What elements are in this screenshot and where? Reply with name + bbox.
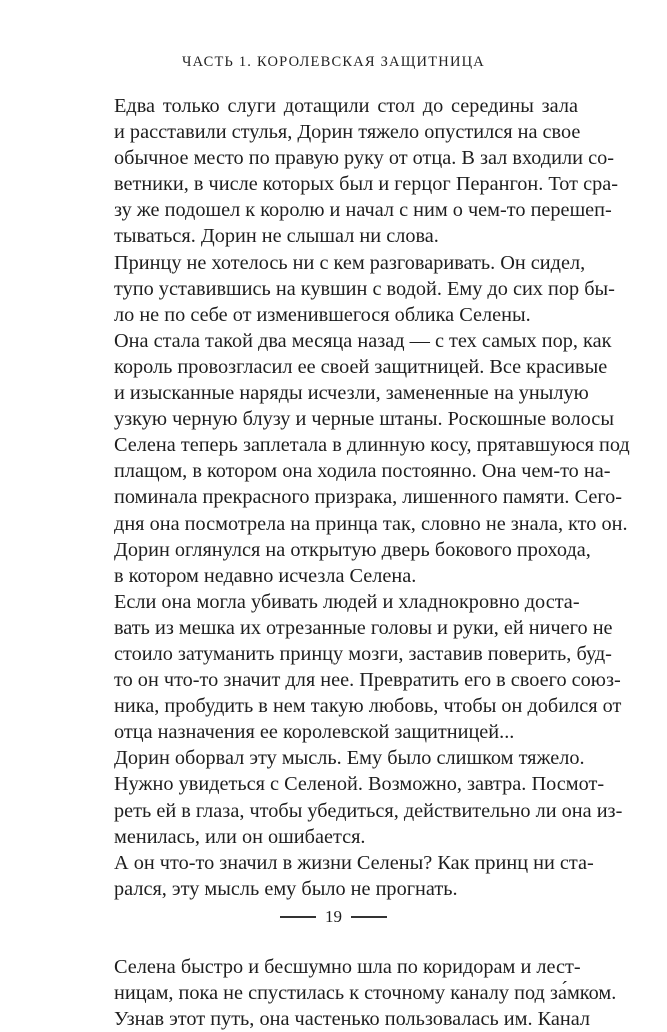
- folio-dash-right: [351, 916, 387, 918]
- text-line: ника, пробудить в нем такую любовь, чтобы он добился от: [114, 695, 622, 718]
- text-line: поминала прекрасного призрака, лишенного памяти. Сего-: [114, 486, 623, 509]
- text-line: Селена быстро и бесшумно шла по коридорам и лест-: [114, 955, 581, 978]
- text-line: и расставили стулья, Дорин тяжело опустился на свое: [114, 121, 581, 144]
- body-text: [90, 93, 630, 1032]
- text-line: то он что-то значит для нее. Превратить его в своего союз-: [114, 669, 621, 692]
- paragraph: [90, 328, 630, 537]
- text-line: вать из мешка их отрезанные головы и руки, ей ничего не: [114, 616, 613, 639]
- text-line: узкую черную блузу и черные штаны. Роскошные волосы: [114, 408, 614, 431]
- text-line: рался, эту мысль ему было не прогнать.: [114, 877, 458, 900]
- text-line: Если она могла убивать людей и хладнокровно доста-: [114, 590, 580, 613]
- running-head: ЧАСТЬ 1. КОРОЛЕВСКАЯ ЗАЩИТНИЦА: [182, 54, 485, 70]
- text-line: Узнав этот путь, она частенько пользовалась им. Канал: [114, 1008, 591, 1031]
- text-line: А он что-то значил в жизни Селены? Как принц ни ста-: [114, 851, 594, 874]
- text-line: Селена теперь заплетала в длинную косу, прятавшуюся под: [114, 434, 630, 457]
- text-line: Нужно увидеться с Селеной. Возможно, завтра. Посмот-: [114, 773, 605, 796]
- paragraph: [90, 250, 615, 328]
- text-line: ницам, пока не спустилась к сточному каналу под за́мком.: [114, 982, 617, 1004]
- text-line: Она стала такой два месяца назад — с тех самых пор, как: [114, 329, 612, 352]
- text-line: стоило затуманить принцу мозги, заставив поверить, буд-: [114, 642, 612, 665]
- text-line: Принцу не хотелось ни с кем разговаривать. Он сидел,: [114, 251, 586, 274]
- paragraph: [90, 954, 617, 1032]
- text-line: реть ей в глаза, чтобы убедиться, действительно ли она из-: [114, 799, 623, 822]
- paragraph: [90, 93, 618, 250]
- text-line: Дорин оглянулся на открытую дверь бокового прохода,: [114, 538, 591, 561]
- paragraph: [90, 850, 594, 902]
- text-line: Дорин оборвал эту мысль. Ему было слишком тяжело.: [114, 747, 585, 770]
- paragraph: [90, 589, 622, 746]
- page-number: 19: [325, 907, 342, 926]
- paragraph: [90, 745, 623, 849]
- text-line: плащом, в котором она ходила постоянно. Она чем-то на-: [114, 460, 611, 483]
- text-line: король провозгласил ее своей защитницей. Все красивые: [114, 355, 608, 378]
- text-line: ветники, в числе которых был и герцог Перангон. Тот сра-: [114, 173, 618, 196]
- text-line: тываться. Дорин не слышал ни слова.: [114, 225, 439, 248]
- text-line: менилась, или он ошибается.: [114, 825, 366, 848]
- paragraph: [90, 537, 591, 589]
- text-line: тупо уставившись на кувшин с водой. Ему до сих пор бы-: [114, 277, 615, 300]
- page-number-footer: [0, 907, 667, 927]
- folio-dash-left: [280, 916, 316, 918]
- text-line: дня она посмотрела на принца так, словно не знала, кто он.: [114, 512, 628, 535]
- text-line: и изысканные наряды исчезли, замененные на унылую: [114, 382, 589, 405]
- text-line: в котором недавно исчезла Селена.: [114, 564, 417, 587]
- text-line: отца назначения ее королевской защитницей...: [114, 721, 515, 744]
- text-line: обычное место по правую руку от отца. В зал входили со-: [114, 147, 614, 170]
- text-line: ло не по себе от изменившегося облика Селены.: [114, 303, 531, 326]
- text-line: Едва только слуги дотащили стол до середины зала: [114, 95, 578, 117]
- text-line: зу же подошел к королю и начал с ним о чем-то перешеп-: [114, 199, 612, 222]
